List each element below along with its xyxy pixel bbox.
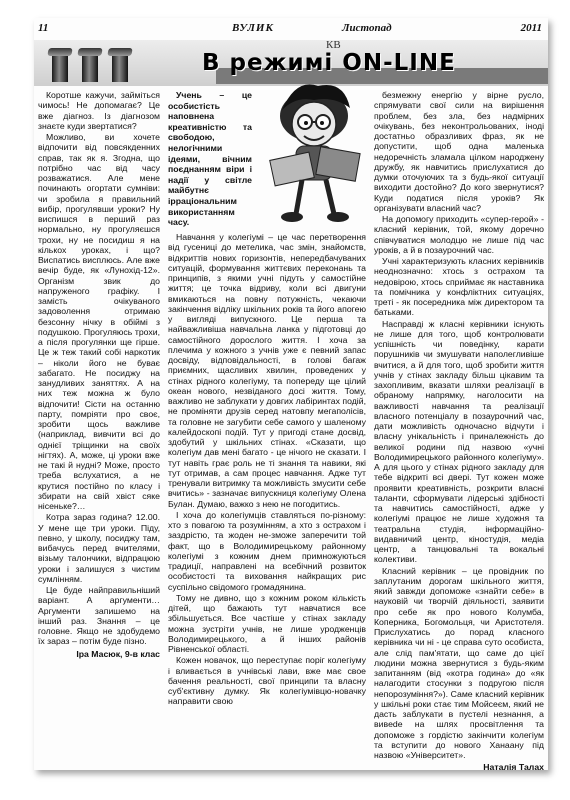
lead-paragraph <box>168 90 252 228</box>
student-cartoon-illustration <box>256 76 368 226</box>
issue-month: Листопад <box>342 22 392 34</box>
lead-text: Учень – це особистість наповнена креативністю та свободою, нелогічними ідеями, вічним поєднанням віри і надії у світле майбутнє ірраціональним використанням часу. <box>168 90 252 228</box>
newspaper-page <box>34 18 548 770</box>
newspaper-name: ВУЛИК <box>232 22 274 34</box>
paragraph: Можливо, ви хочете відпочити від повсякденних справ, так як я. Згодна, що потрібно час від часу розважатися. Але мене починають огортати сумніви: чи зробила я правильний вибір, прогулявши уроки? Ну виспишся в перший раз нормально, ну прогуляєшся трохи, ну не посидиш я на кількох уроках, і що? Виспатись висплюсь. Але вже вечір буде, як «Лунохід-12». Організм звик до напруженого графіку. І замість очікуваного задоволення отримаю безсонну нічку в обіймі з подушкою. Прогуляюсь трохи, а після прогулянки ще гірше. Це ж теж такий собі наркотик – ніколи його не буває забагато. Не посиджу на занудливих заняттях. А на них теж можна ж було відпочити! Сісти на останню парту, помріяти про своє, зробити щось важливе (наприклад, вивчити всі до однієї тріщинки на своїх нігтях). А, може, ці уроки вже не такі й нудні? Може, просто треба вслухатися, а не крутися постійно по класу і збирати на свій хвіст сяке нісеньке?… <box>38 132 160 511</box>
page-number: 11 <box>38 22 49 34</box>
paragraph: Тому не дивно, що з кожним роком кількість дітей, що бажають тут навчатися все збільшується. Все частіше у стінах закладу можна зустріти учнів, не лише уродженців Володимирецького, а й інших районів Рівненської області. <box>168 592 366 654</box>
page-header <box>34 18 548 42</box>
column-3 <box>374 90 544 770</box>
column-1 <box>38 90 160 659</box>
paragraph: Насправді ж класні керівники існують не лише для того, щоб контролювати успішність чи поведінку, карати порушників чи змушувати наполегливіше вчитися, а й для того, щоб зробити життя учнів у стінах закладу більш цікавим та захопливим, вказати шляхи реалізації в обраному напрямку, наголосити на важливості навчання та реалізації власного потенціалу в позаурочний час, дати можливість одночасно відчути і власну унікальність і приналежність до великої родини під назвою «учні Володимирецького районного колегіуму». А для цього у стінах рідного закладу для тебе відкриті всі двері. Тут кожен може проявити креативність, розкрити власні таланти, сформувати лідерські здібності та навчитись самостійності, адже у колегіумі працює не лише художня та театральна студія, інформаційно-видавничий центр, кіностудія, медіа центр, а танцювальні та вокальні колективи. <box>374 318 544 565</box>
paragraph: Котра зараз година? 12.00. У мене ще три уроки. Піду, певно, у школу, посиджу там, вибачусь перед вчителями, візьму талончики, відпрацюю уроки і залишуся з чистим сумлінням. <box>38 512 160 584</box>
author-signature: Іра Масюк, 9-в клас <box>76 648 160 659</box>
paragraph: Це буде найправильніший варіант. А аргументи… Аргументи запишемо на інший раз. Знання – це головне. Якщо не здобудемо їх зараз – потім буде пізно. <box>38 585 160 647</box>
paragraph: Учні характеризують класних керівників неоднозначно: хтось з острахом та недовірою, хтось сприймає як наставника та помічника у конфліктних ситуаціях, треті - як посередника між директором та батьками. <box>374 256 544 318</box>
article-title: В режимі ON-LINE <box>202 50 456 76</box>
paragraph: Кожен новачок, що переступає поріг колегіуму і вливається в учнівські лави, вже має свое бачення реальності, свої принципи та власну суб'єктивну думку. Як колегіумівцю-новачку направити свою <box>168 655 366 707</box>
rubric-mark: КВ <box>326 39 341 51</box>
paragraph: Класний керівник – це провідник по заплутаним дорогам шкільного життя, який завжди допоможе «знайти себе» в науковій чи творчій діяльності, заявити про себе як про нового Колумба, Коперника, Богомольця, чи Аристотеля. Прислухатись до порад класного керівника чи ні - це справа суто особиста, але слід пам'ятати, що саме до цієї людини можна звернутися з будь-яким запитанням (від «котра година» до «як налагодити стосунки з подругою після непорозуміння?»). Саме класний керівник у шкільні роки стає тим Мойсеєм, який не дасть заблукати в пустелі незнання, а вивede на шлях просвітлення та допоможе з гордістю закінчити колегіум та вступити до нового Ханаану під назвою «Університет». <box>374 565 544 760</box>
column-ornament-icon <box>112 54 128 82</box>
paragraph: безмежну енергію у вірне русло, спрямувати свої сили на вирішення проблем, без зла, без надмірних очікувань, без неконтрольованих, іноді достатньо образливих фраз, як не допустити, щоб одна маленька недоречність зламала цілком народжену дружбу, як навчитись прислухатися до думки оточуючих та з будь-якої ситуації виходити достойно? До кого звернутися? Куди податися після уроків? Як організувати власний час? <box>374 90 544 213</box>
paragraph: Навчання у колегіумі – це час перетворення від гусениці до метелика, час змін, знайомств, відкриттів нових горизонтів, непередбачуваних ситуацій, формування життєвих переконань та принципів, з якими учні підуть у самостійне життя; це точка відриву, коли всі двигуни вмикаються на повну потужність, чекаючи закінчення відліку шкільних років та його апогею у вигляді випускного. Це перша та найважливіша навчальна ланка у підготовці до самостійного дорослого життя. І хоча за плечима у кожного з учнів уже є певний запас досвіду, відповідальності, в голові багаж приємних, щасливих хвилин, проведених у стінах рідного колегіуму, та попереду ще цілий океан нового, незвіданого досі життя. Тому, важливо не заблукати у довгих лабіринтах подій, не проміняти друзів серед натовпу мегаполісів, та головне не загубити себе самого у шаленому калейдоскопі подій. Тут у пригоді стане досвід, здобутий у шкільних стінах. «Сказати, що колегіум дав мені багато - це нічого не сказати. І тут навіть грає роль не ті знання та навики, які тут отримав, а сам процес навчання. Адже тут тренували витримку та можливість змусити себе вчитись» - зазначає випускниця колегіуму Олена Булан. Думаю, важко з нею не погодитись. <box>168 232 366 509</box>
paragraph: На допомогу приходить «супер-герой» - класний керівник, той, якому доречно співчуватися молодцю не лише під час уроків, а й в позаурочний час. <box>374 214 544 255</box>
column-2-body <box>168 232 366 708</box>
issue-year: 2011 <box>520 22 542 34</box>
paragraph: І хоча до колегіумців ставляться по-різному: хто з повагою та розумінням, а хто з острахом і заздрістю, та жоден не-зможе заперечити той факт, що в Володимирецькому районному колегіумі з кожним днем примножуються традиції, направлені на всебічний розвиток особистості та виховання найкращих рис суспільно свідомого громадянина. <box>168 509 366 592</box>
author-signature: Наталія Талах <box>483 762 544 770</box>
paragraph: Коротше кажучи, займіться чимось! Не допомагає? Це вже діагноз. Із діагнозом знаєте куди звертатися? <box>38 90 160 131</box>
column-ornament-icon <box>52 54 68 82</box>
column-ornament-icon <box>82 54 98 82</box>
